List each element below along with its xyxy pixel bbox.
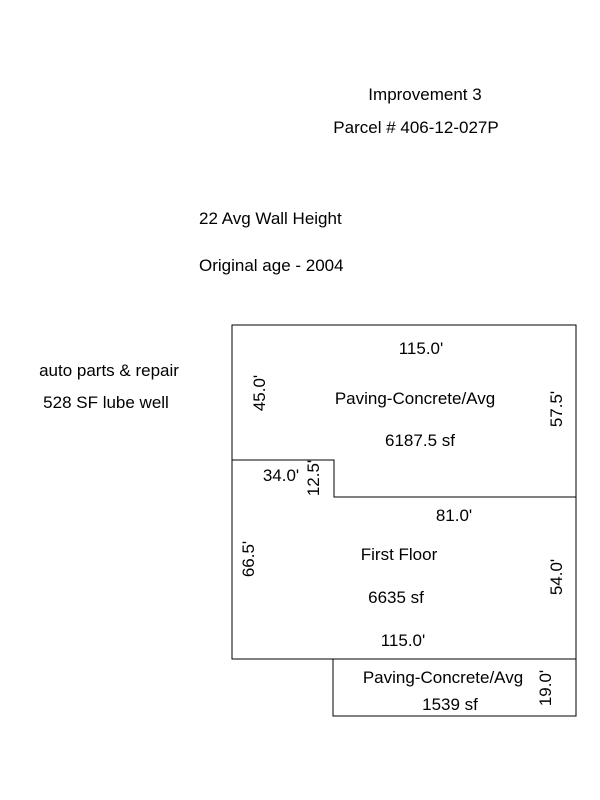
paving-top-dim-left: 45.0' [250,374,269,412]
paving-bottom-area: 1539 sf [422,695,478,714]
notch-width-dim: 34.0' [262,466,300,485]
sketch-title: Improvement 3 [368,85,482,104]
first-floor-name: First Floor [360,545,438,564]
first-floor-dim-right: 54.0' [547,558,566,596]
first-floor-dim-bottom: 115.0' [380,631,426,650]
note-line-1: auto parts & repair [39,361,179,380]
note-line-2: 528 SF lube well [43,393,169,412]
first-floor-area: 6635 sf [368,588,424,607]
first-floor-dim-left: 66.5' [239,540,258,578]
wall-height-label: 22 Avg Wall Height [199,209,342,228]
paving-top-name: Paving-Concrete/Avg [334,389,496,408]
original-age-label: Original age - 2004 [199,256,344,275]
paving-top-area: 6187.5 sf [385,431,455,450]
paving-top-dim-right: 57.5' [547,390,566,428]
notch-height-dim: 12.5' [304,459,323,497]
parcel-number: Parcel # 406-12-027P [333,118,499,137]
first-floor-dim-top: 81.0' [435,506,473,525]
paving-bottom-dim-right: 19.0' [536,669,555,707]
paving-top-dim-top: 115.0' [398,339,444,358]
paving-bottom-name: Paving-Concrete/Avg [362,668,524,687]
